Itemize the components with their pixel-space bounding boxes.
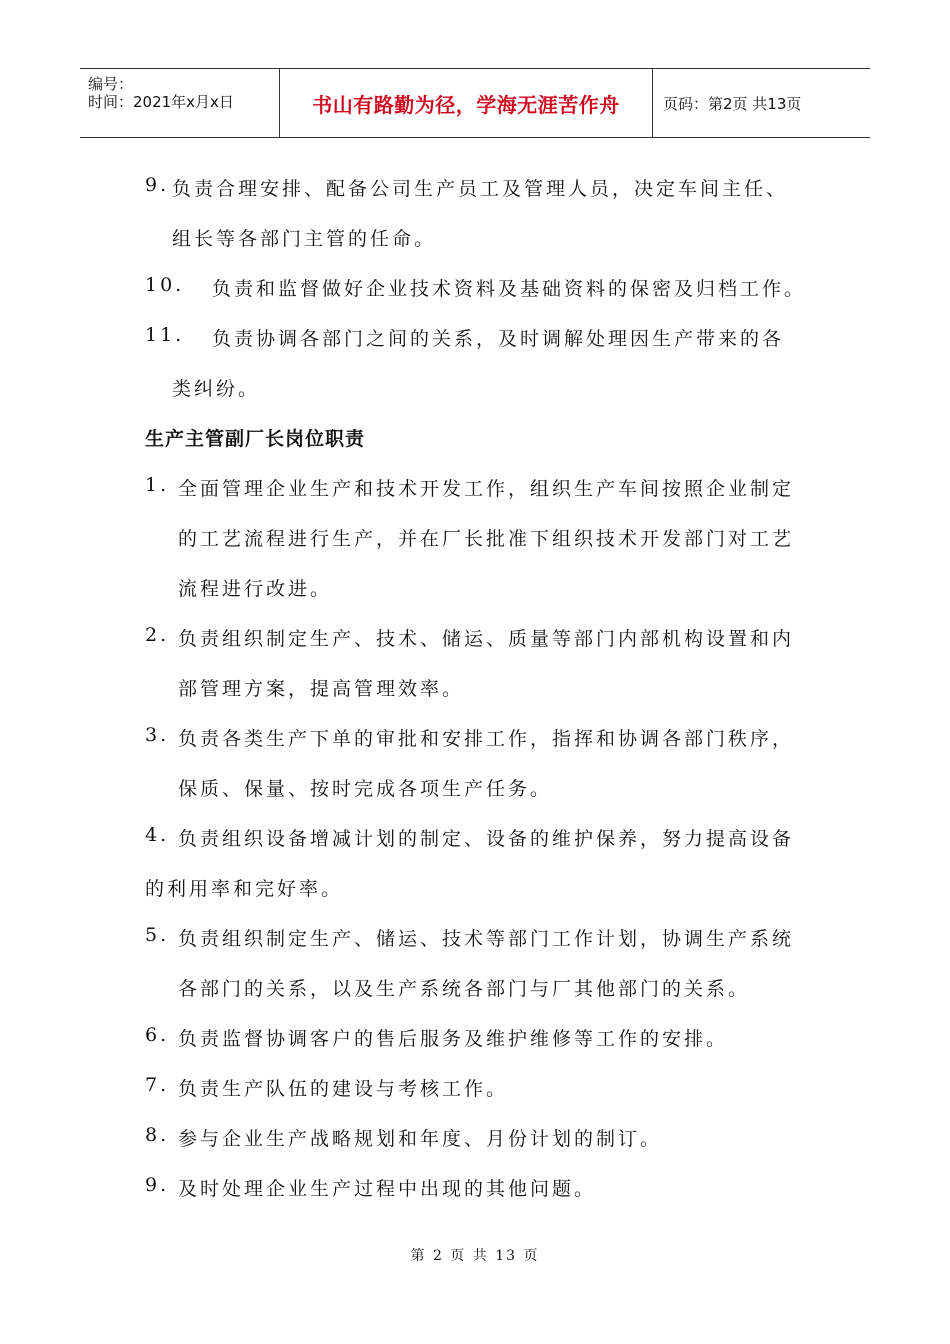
list-item-text: 负责组织设备增减计划的制定、设备的维护保养，努力提高设备 xyxy=(178,828,795,850)
motto-text: 书山有路勤为径，学海无涯苦作舟 xyxy=(312,92,620,117)
list-item-text: 参与企业生产战略规划和年度、月份计划的制订。 xyxy=(178,1128,663,1150)
list-item-text: 组长等各部门主管的任命。 xyxy=(172,228,437,250)
list-item-text: 负责协调各部门之间的关系，及时调解处理因生产带来的各 xyxy=(212,328,785,350)
list-item-text: 负责和监督做好企业技术资料及基础资料的保密及归档工作。 xyxy=(212,278,807,300)
list-item-text: 负责生产队伍的建设与考核工作。 xyxy=(178,1078,509,1100)
list-item-text: 部管理方案，提高管理效率。 xyxy=(178,678,465,700)
list-item-number: 9. xyxy=(145,174,170,196)
document-time-label: 时间：2021年x月x日 xyxy=(88,93,234,111)
list-item-number: 6. xyxy=(145,1024,170,1046)
list-item-text: 保质、保量、按时完成各项生产任务。 xyxy=(178,778,553,800)
list-item-number: 4. xyxy=(145,824,170,846)
list-item-number: 10. xyxy=(145,274,185,296)
list-item-text: 负责组织制定生产、储运、技术等部门工作计划，协调生产系统 xyxy=(178,928,795,950)
list-item-text: 流程进行改进。 xyxy=(178,578,333,600)
list-item-number: 5. xyxy=(145,924,170,946)
header-meta-cell xyxy=(80,69,280,137)
list-item-text: 负责各类生产下单的审批和安排工作，指挥和协调各部门秩序， xyxy=(178,728,795,750)
list-item-number: 1. xyxy=(145,474,170,496)
list-item-number: 7. xyxy=(145,1074,170,1096)
header-page-cell xyxy=(653,69,870,137)
document-header xyxy=(80,68,870,138)
list-item-text: 负责组织制定生产、技术、储运、质量等部门内部机构设置和内 xyxy=(178,628,795,650)
list-item-number: 3. xyxy=(145,724,170,746)
list-item-text: 及时处理企业生产过程中出现的其他问题。 xyxy=(178,1178,597,1200)
list-item-number: 8. xyxy=(145,1124,170,1146)
list-item-text: 负责监督协调客户的售后服务及维护维修等工作的安排。 xyxy=(178,1028,729,1050)
list-item-text: 的利用率和完好率。 xyxy=(145,878,344,900)
list-item-text: 全面管理企业生产和技术开发工作，组织生产车间按照企业制定 xyxy=(178,478,795,500)
list-item-text: 类纠纷。 xyxy=(172,378,261,400)
header-motto-cell xyxy=(280,69,653,137)
list-item-number: 2. xyxy=(145,624,170,646)
page-footer: 第 2 页 共 13 页 xyxy=(410,1248,540,1264)
list-item-text: 的工艺流程进行生产，并在厂长批准下组织技术开发部门对工艺 xyxy=(178,528,795,550)
list-item-number: 11. xyxy=(145,324,185,346)
document-number-label: 编号： xyxy=(88,75,134,93)
list-item-text: 各部门的关系，以及生产系统各部门与厂其他部门的关系。 xyxy=(178,978,751,1000)
list-item-number: 9. xyxy=(145,1174,170,1196)
page-info: 页码：第2页 共13页 xyxy=(663,94,802,113)
section-title: 生产主管副厂长岗位职责 xyxy=(145,428,366,450)
list-item-text: 负责合理安排、配备公司生产员工及管理人员，决定车间主任、 xyxy=(172,178,789,200)
